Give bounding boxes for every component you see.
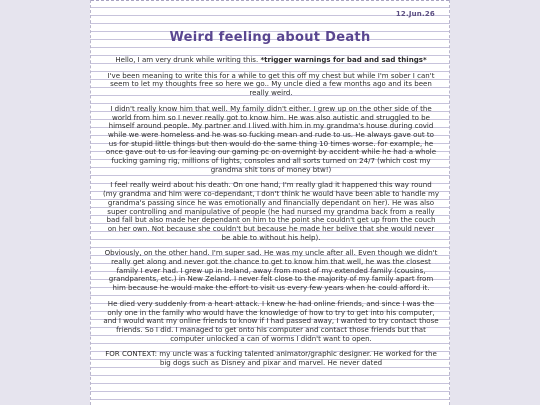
intro-paragraph [99,56,443,65]
intro-text: Hello, I am very drunk while writing this. [115,55,261,64]
trigger-warning: *trigger warnings for bad and sad things* [260,55,427,64]
paragraph: I didn't really know him that well. My family didn't either. I grew up on the other side of the world from him so I never really got to know him. He was also autistic and struggled to be himself around people. My partner and I lived with him in my grandma's house during covid while we were homeless and he was so fucking mean and rude to us. He always gave out to us for stupid little things but then would do the same thing 10 times worse. for example, he once gave out to us for leaving our gaming pc on overnight by accident while he had a whole fucking gaming rig, millions of lights, consoles and all sorts turned on 24/7 (which cost my grandma shit tons of money btw!) [105,103,437,174]
notebook-page [90,0,450,405]
paragraph: I've been meaning to write this for a while to get this off my chest but while I'm sober I can't seem to let my thoughts free so here we go.. My uncle died a few months ago and its been really weird. [107,70,435,98]
page-top-border [91,0,449,5]
right-background [450,0,540,405]
post-title: Weird feeling about Death [169,30,371,45]
post-date: 12.Jun.26 [395,10,435,18]
paragraph: FOR CONTEXT: my uncle was a fucking talented animator/graphic designer. He worked for the big dogs such as Disney and pixar and marvel. He never dated [105,349,437,368]
paragraph: Obviously, on the other hand. I'm super sad. He was my uncle after all. Even though we didn't really get along and never got the chance to get to know him that well, he was the closest family I ever had. I grew up in Ireland, away from most of my extended family (cousins, grandparents, etc.) in New Zeland. I never felt close to the majority of my family apart from him because he would make the effort to visit us every few years when he could afford it. [104,248,438,293]
left-background [0,0,90,405]
paragraph: I feel really weird about his death. On one hand, I'm really glad it happened this way round (my grandma and him were co-dependant, I don't think he would have been able to handle my grandma's passing since he was emotionally and financially dependant on her). He was also super controlling and manipulative of people (he had nursed my grandma back from a really bad fall but also made her dependant on him to the point she couldn't get up from the couch on her own. Not because she couldn't but because he made her belive that she would never be able to without his help). [103,180,440,242]
paragraph: He died very suddenly from a heart attack. I knew he had online friends, and since I was the only one in the family who would have the knowledge of how to try to get into his computer, and I would want my online friends to know if I had passed away, I wanted to try contact those friends. So I did. I managed to get onto his computer and contact those friends but that computer unlocked a can of worms I didn't want to open. [103,298,439,343]
post-body [99,56,443,375]
